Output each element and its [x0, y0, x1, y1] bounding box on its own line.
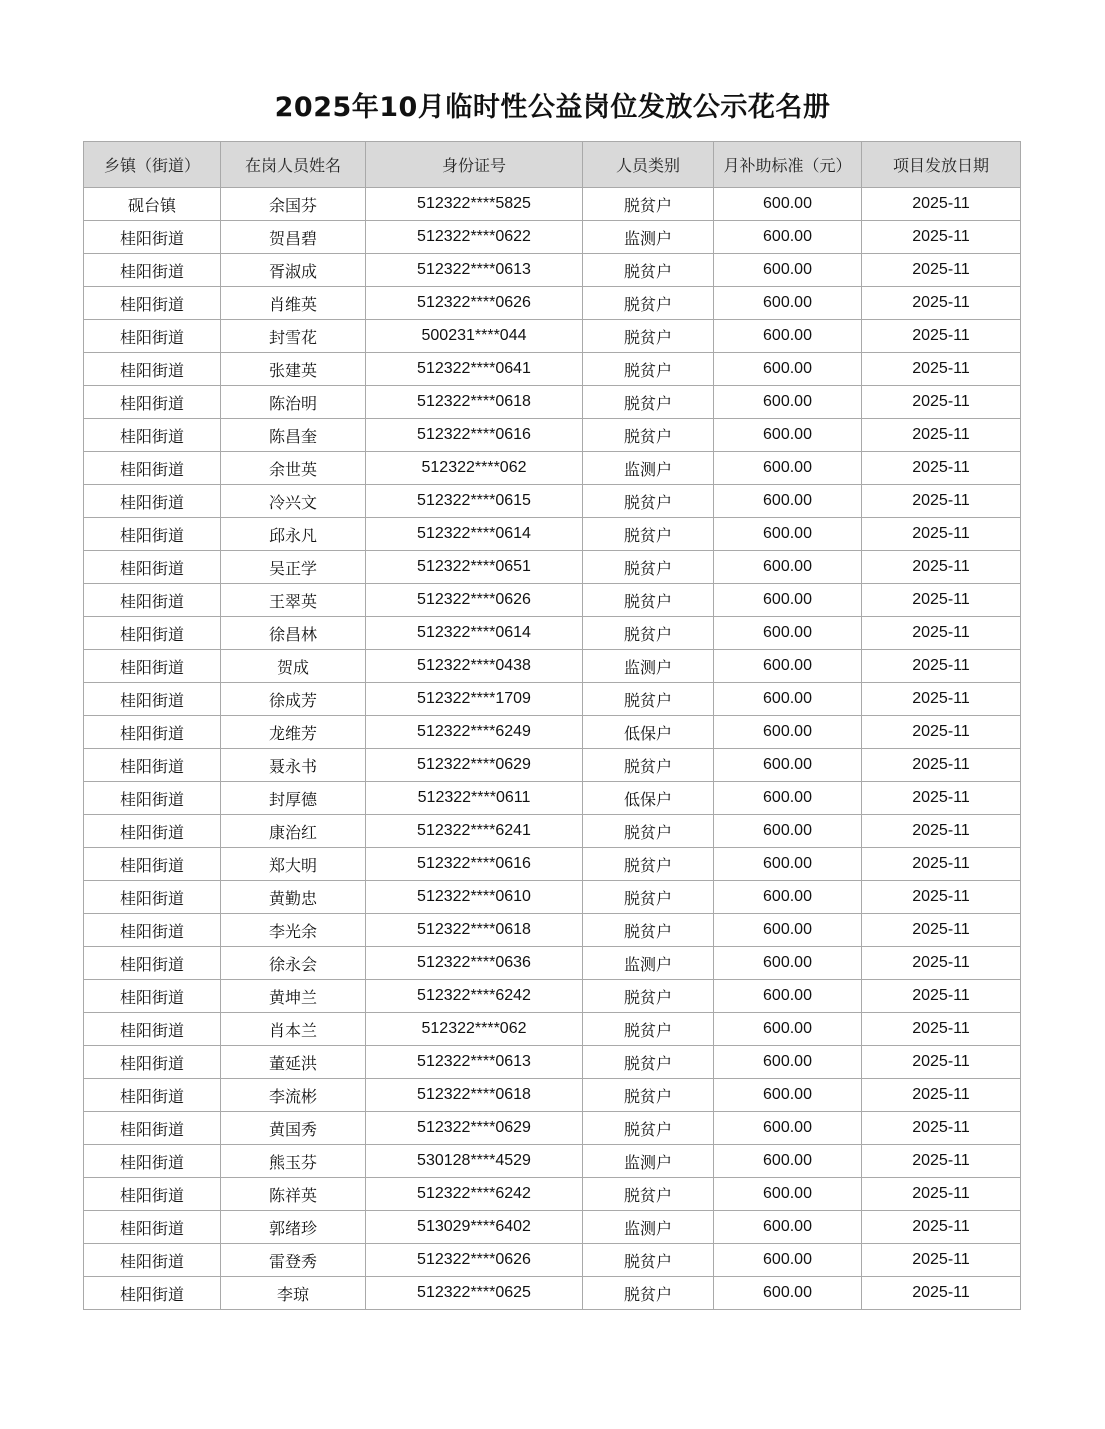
table-row: [84, 320, 1021, 353]
table-row: [84, 452, 1021, 485]
cell-category: 脱贫户: [583, 1277, 714, 1310]
table-row: [84, 1013, 1021, 1046]
cell-payment-date: 2025-11: [862, 1244, 1021, 1277]
cell-township: 桂阳街道: [84, 287, 221, 320]
cell-monthly-subsidy: 600.00: [714, 1145, 862, 1178]
table-row: [84, 683, 1021, 716]
cell-payment-date: 2025-11: [862, 518, 1021, 551]
cell-township: 桂阳街道: [84, 1079, 221, 1112]
table-row: [84, 848, 1021, 881]
cell-payment-date: 2025-11: [862, 716, 1021, 749]
cell-payment-date: 2025-11: [862, 1112, 1021, 1145]
page-title: 2025年10月临时性公益岗位发放公示花名册: [274, 92, 831, 123]
cell-township: 桂阳街道: [84, 353, 221, 386]
cell-township: 桂阳街道: [84, 551, 221, 584]
cell-monthly-subsidy: 600.00: [714, 947, 862, 980]
cell-name: 徐昌林: [221, 617, 366, 650]
cell-township: 桂阳街道: [84, 683, 221, 716]
cell-payment-date: 2025-11: [862, 551, 1021, 584]
cell-name: 郑大明: [221, 848, 366, 881]
cell-id-number: 512322****0614: [366, 518, 583, 551]
cell-monthly-subsidy: 600.00: [714, 1079, 862, 1112]
cell-monthly-subsidy: 600.00: [714, 254, 862, 287]
cell-category: 脱贫户: [583, 518, 714, 551]
table-row: [84, 584, 1021, 617]
cell-category: 脱贫户: [583, 1112, 714, 1145]
cell-category: 监测户: [583, 1145, 714, 1178]
cell-category: 脱贫户: [583, 254, 714, 287]
table-row: [84, 1112, 1021, 1145]
cell-township: 桂阳街道: [84, 1277, 221, 1310]
header-payment-date: 项目发放日期: [862, 142, 1021, 188]
cell-id-number: 512322****062: [366, 1013, 583, 1046]
cell-id-number: 512322****0438: [366, 650, 583, 683]
cell-name: 封雪花: [221, 320, 366, 353]
table-row: [84, 353, 1021, 386]
cell-monthly-subsidy: 600.00: [714, 617, 862, 650]
cell-id-number: 530128****4529: [366, 1145, 583, 1178]
cell-category: 监测户: [583, 452, 714, 485]
table-row: [84, 617, 1021, 650]
cell-category: 脱贫户: [583, 1244, 714, 1277]
cell-monthly-subsidy: 600.00: [714, 1112, 862, 1145]
table-row: [84, 815, 1021, 848]
cell-id-number: 512322****0618: [366, 914, 583, 947]
cell-name: 董延洪: [221, 1046, 366, 1079]
table-row: [84, 518, 1021, 551]
cell-payment-date: 2025-11: [862, 419, 1021, 452]
table-row: [84, 1277, 1021, 1310]
table-row: [84, 914, 1021, 947]
table-row: [84, 650, 1021, 683]
cell-name: 徐永会: [221, 947, 366, 980]
cell-id-number: 512322****0636: [366, 947, 583, 980]
cell-monthly-subsidy: 600.00: [714, 1277, 862, 1310]
cell-name: 康治红: [221, 815, 366, 848]
cell-category: 监测户: [583, 650, 714, 683]
cell-township: 桂阳街道: [84, 947, 221, 980]
cell-township: 桂阳街道: [84, 650, 221, 683]
cell-id-number: 512322****6241: [366, 815, 583, 848]
cell-payment-date: 2025-11: [862, 353, 1021, 386]
cell-township: 桂阳街道: [84, 1211, 221, 1244]
cell-id-number: 512322****0651: [366, 551, 583, 584]
cell-payment-date: 2025-11: [862, 1178, 1021, 1211]
table-body: [84, 188, 1021, 1310]
cell-name: 陈祥英: [221, 1178, 366, 1211]
cell-payment-date: 2025-11: [862, 782, 1021, 815]
cell-township: 桂阳街道: [84, 749, 221, 782]
cell-category: 脱贫户: [583, 188, 714, 221]
table-row: [84, 287, 1021, 320]
header-category: 人员类别: [583, 142, 714, 188]
cell-payment-date: 2025-11: [862, 980, 1021, 1013]
cell-category: 监测户: [583, 947, 714, 980]
cell-id-number: 512322****0610: [366, 881, 583, 914]
cell-payment-date: 2025-11: [862, 1013, 1021, 1046]
cell-township: 桂阳街道: [84, 881, 221, 914]
cell-township: 桂阳街道: [84, 1046, 221, 1079]
cell-name: 肖维英: [221, 287, 366, 320]
cell-name: 郭绪珍: [221, 1211, 366, 1244]
cell-monthly-subsidy: 600.00: [714, 1211, 862, 1244]
cell-category: 脱贫户: [583, 1178, 714, 1211]
table-row: [84, 254, 1021, 287]
cell-monthly-subsidy: 600.00: [714, 683, 862, 716]
cell-category: 脱贫户: [583, 914, 714, 947]
cell-name: 胥淑成: [221, 254, 366, 287]
table-row: [84, 188, 1021, 221]
cell-payment-date: 2025-11: [862, 683, 1021, 716]
cell-monthly-subsidy: 600.00: [714, 221, 862, 254]
cell-category: 脱贫户: [583, 287, 714, 320]
cell-name: 雷登秀: [221, 1244, 366, 1277]
cell-township: 桂阳街道: [84, 848, 221, 881]
table-row: [84, 1046, 1021, 1079]
cell-category: 低保户: [583, 782, 714, 815]
cell-monthly-subsidy: 600.00: [714, 584, 862, 617]
cell-id-number: 512322****0629: [366, 749, 583, 782]
cell-monthly-subsidy: 600.00: [714, 815, 862, 848]
cell-township: 桂阳街道: [84, 815, 221, 848]
cell-monthly-subsidy: 600.00: [714, 1178, 862, 1211]
cell-id-number: 512322****0616: [366, 419, 583, 452]
cell-township: 桂阳街道: [84, 782, 221, 815]
table-row: [84, 485, 1021, 518]
cell-category: 脱贫户: [583, 617, 714, 650]
cell-id-number: 512322****0616: [366, 848, 583, 881]
cell-category: 脱贫户: [583, 980, 714, 1013]
cell-monthly-subsidy: 600.00: [714, 1013, 862, 1046]
cell-id-number: 512322****062: [366, 452, 583, 485]
header-id-number: 身份证号: [366, 142, 583, 188]
cell-monthly-subsidy: 600.00: [714, 419, 862, 452]
cell-monthly-subsidy: 600.00: [714, 749, 862, 782]
cell-township: 桂阳街道: [84, 1244, 221, 1277]
cell-monthly-subsidy: 600.00: [714, 1046, 862, 1079]
cell-monthly-subsidy: 600.00: [714, 848, 862, 881]
cell-township: 桂阳街道: [84, 716, 221, 749]
cell-payment-date: 2025-11: [862, 848, 1021, 881]
cell-payment-date: 2025-11: [862, 914, 1021, 947]
cell-name: 黄坤兰: [221, 980, 366, 1013]
cell-category: 脱贫户: [583, 320, 714, 353]
table-row: [84, 419, 1021, 452]
cell-monthly-subsidy: 600.00: [714, 551, 862, 584]
cell-monthly-subsidy: 600.00: [714, 287, 862, 320]
cell-category: 脱贫户: [583, 353, 714, 386]
cell-monthly-subsidy: 600.00: [714, 485, 862, 518]
cell-payment-date: 2025-11: [862, 1211, 1021, 1244]
cell-payment-date: 2025-11: [862, 815, 1021, 848]
cell-name: 黄勤忠: [221, 881, 366, 914]
cell-name: 李光余: [221, 914, 366, 947]
cell-name: 陈治明: [221, 386, 366, 419]
cell-monthly-subsidy: 600.00: [714, 716, 862, 749]
cell-id-number: 512322****0641: [366, 353, 583, 386]
cell-category: 脱贫户: [583, 584, 714, 617]
cell-name: 聂永书: [221, 749, 366, 782]
cell-id-number: 512322****0618: [366, 386, 583, 419]
cell-category: 脱贫户: [583, 1013, 714, 1046]
cell-name: 李琼: [221, 1277, 366, 1310]
cell-name: 余世英: [221, 452, 366, 485]
cell-payment-date: 2025-11: [862, 584, 1021, 617]
cell-payment-date: 2025-11: [862, 947, 1021, 980]
cell-id-number: 512322****6249: [366, 716, 583, 749]
cell-category: 脱贫户: [583, 1079, 714, 1112]
table-row: [84, 716, 1021, 749]
cell-township: 桂阳街道: [84, 584, 221, 617]
cell-monthly-subsidy: 600.00: [714, 320, 862, 353]
cell-name: 吴正学: [221, 551, 366, 584]
cell-payment-date: 2025-11: [862, 254, 1021, 287]
cell-payment-date: 2025-11: [862, 1046, 1021, 1079]
table-row: [84, 551, 1021, 584]
cell-township: 桂阳街道: [84, 1178, 221, 1211]
cell-monthly-subsidy: 600.00: [714, 518, 862, 551]
cell-name: 张建英: [221, 353, 366, 386]
cell-monthly-subsidy: 600.00: [714, 1244, 862, 1277]
table-row: [84, 881, 1021, 914]
cell-payment-date: 2025-11: [862, 320, 1021, 353]
cell-name: 王翠英: [221, 584, 366, 617]
cell-payment-date: 2025-11: [862, 485, 1021, 518]
cell-category: 脱贫户: [583, 815, 714, 848]
header-township: 乡镇（街道）: [84, 142, 221, 188]
cell-id-number: 512322****0625: [366, 1277, 583, 1310]
cell-monthly-subsidy: 600.00: [714, 188, 862, 221]
table-row: [84, 1178, 1021, 1211]
cell-id-number: 512322****0615: [366, 485, 583, 518]
cell-id-number: 512322****0626: [366, 1244, 583, 1277]
roster-table: [83, 141, 1021, 1310]
header-monthly-subsidy: 月补助标准（元）: [714, 142, 862, 188]
cell-payment-date: 2025-11: [862, 452, 1021, 485]
cell-name: 黄国秀: [221, 1112, 366, 1145]
cell-payment-date: 2025-11: [862, 386, 1021, 419]
cell-category: 监测户: [583, 1211, 714, 1244]
cell-category: 脱贫户: [583, 749, 714, 782]
cell-payment-date: 2025-11: [862, 1145, 1021, 1178]
cell-name: 陈昌奎: [221, 419, 366, 452]
cell-name: 龙维芳: [221, 716, 366, 749]
cell-name: 李流彬: [221, 1079, 366, 1112]
table-row: [84, 386, 1021, 419]
table-row: [84, 782, 1021, 815]
cell-category: 脱贫户: [583, 386, 714, 419]
cell-township: 桂阳街道: [84, 320, 221, 353]
cell-township: 桂阳街道: [84, 221, 221, 254]
cell-monthly-subsidy: 600.00: [714, 386, 862, 419]
cell-name: 封厚德: [221, 782, 366, 815]
cell-id-number: 512322****0618: [366, 1079, 583, 1112]
cell-monthly-subsidy: 600.00: [714, 452, 862, 485]
cell-category: 低保户: [583, 716, 714, 749]
cell-township: 砚台镇: [84, 188, 221, 221]
cell-township: 桂阳街道: [84, 1145, 221, 1178]
cell-id-number: 512322****0626: [366, 287, 583, 320]
cell-id-number: 512322****0622: [366, 221, 583, 254]
header-name: 在岗人员姓名: [221, 142, 366, 188]
cell-id-number: 512322****1709: [366, 683, 583, 716]
cell-township: 桂阳街道: [84, 1112, 221, 1145]
table-row: [84, 1244, 1021, 1277]
cell-category: 脱贫户: [583, 551, 714, 584]
table-header-row: [84, 142, 1021, 188]
cell-township: 桂阳街道: [84, 980, 221, 1013]
cell-name: 余国芬: [221, 188, 366, 221]
cell-id-number: 512322****5825: [366, 188, 583, 221]
cell-township: 桂阳街道: [84, 485, 221, 518]
table-row: [84, 749, 1021, 782]
cell-township: 桂阳街道: [84, 254, 221, 287]
cell-name: 冷兴文: [221, 485, 366, 518]
cell-id-number: 512322****0611: [366, 782, 583, 815]
cell-payment-date: 2025-11: [862, 1277, 1021, 1310]
cell-name: 贺成: [221, 650, 366, 683]
cell-id-number: 500231****044: [366, 320, 583, 353]
cell-name: 徐成芳: [221, 683, 366, 716]
cell-id-number: 512322****0614: [366, 617, 583, 650]
cell-category: 监测户: [583, 221, 714, 254]
table-row: [84, 221, 1021, 254]
cell-id-number: 512322****0613: [366, 1046, 583, 1079]
cell-township: 桂阳街道: [84, 1013, 221, 1046]
cell-township: 桂阳街道: [84, 452, 221, 485]
cell-township: 桂阳街道: [84, 617, 221, 650]
table-row: [84, 947, 1021, 980]
cell-payment-date: 2025-11: [862, 749, 1021, 782]
cell-name: 邱永凡: [221, 518, 366, 551]
cell-monthly-subsidy: 600.00: [714, 782, 862, 815]
table-row: [84, 1145, 1021, 1178]
cell-name: 贺昌碧: [221, 221, 366, 254]
table-row: [84, 980, 1021, 1013]
cell-id-number: 512322****6242: [366, 980, 583, 1013]
cell-payment-date: 2025-11: [862, 1079, 1021, 1112]
cell-category: 脱贫户: [583, 419, 714, 452]
cell-monthly-subsidy: 600.00: [714, 650, 862, 683]
cell-township: 桂阳街道: [84, 518, 221, 551]
cell-monthly-subsidy: 600.00: [714, 353, 862, 386]
cell-category: 脱贫户: [583, 848, 714, 881]
cell-category: 脱贫户: [583, 485, 714, 518]
cell-payment-date: 2025-11: [862, 287, 1021, 320]
cell-monthly-subsidy: 600.00: [714, 980, 862, 1013]
cell-township: 桂阳街道: [84, 419, 221, 452]
cell-payment-date: 2025-11: [862, 881, 1021, 914]
cell-monthly-subsidy: 600.00: [714, 914, 862, 947]
cell-name: 肖本兰: [221, 1013, 366, 1046]
table-row: [84, 1079, 1021, 1112]
cell-category: 脱贫户: [583, 881, 714, 914]
cell-category: 脱贫户: [583, 1046, 714, 1079]
cell-id-number: 512322****0629: [366, 1112, 583, 1145]
table-row: [84, 1211, 1021, 1244]
cell-payment-date: 2025-11: [862, 617, 1021, 650]
cell-category: 脱贫户: [583, 683, 714, 716]
cell-id-number: 513029****6402: [366, 1211, 583, 1244]
cell-id-number: 512322****0626: [366, 584, 583, 617]
cell-payment-date: 2025-11: [862, 650, 1021, 683]
cell-township: 桂阳街道: [84, 386, 221, 419]
cell-township: 桂阳街道: [84, 914, 221, 947]
cell-id-number: 512322****6242: [366, 1178, 583, 1211]
cell-payment-date: 2025-11: [862, 221, 1021, 254]
cell-name: 熊玉芬: [221, 1145, 366, 1178]
cell-monthly-subsidy: 600.00: [714, 881, 862, 914]
cell-payment-date: 2025-11: [862, 188, 1021, 221]
cell-id-number: 512322****0613: [366, 254, 583, 287]
